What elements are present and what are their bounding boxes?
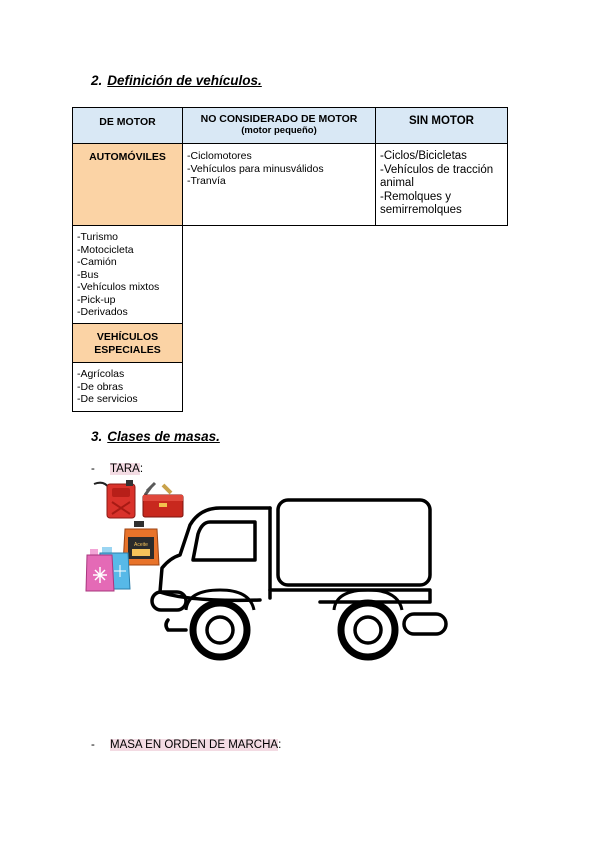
no-considerado-list xyxy=(182,143,376,226)
list-item: -Vehículos de tracción animal xyxy=(380,163,494,189)
bullet-dash: - xyxy=(91,739,95,751)
list-item: -Tranvía xyxy=(187,175,226,187)
list-item: -Agrícolas xyxy=(77,368,125,380)
masa-bullet xyxy=(91,739,281,751)
automoviles-items xyxy=(72,225,183,324)
coolant-icon xyxy=(86,545,132,591)
list-item: -Ciclos/Bicicletas xyxy=(380,150,467,162)
list-item: -Pick-up xyxy=(77,293,116,306)
header-no-considerado-label: NO CONSIDERADO DE MOTOR xyxy=(200,113,358,125)
list-item: -Ciclomotores xyxy=(187,150,252,162)
list-item: -Remolques y semirremolques xyxy=(380,190,462,216)
list-item: -Vehículos mixtos xyxy=(77,281,160,293)
header-no-considerado-sub: (motor pequeño) xyxy=(241,125,317,136)
header-de-motor-label: DE MOTOR xyxy=(99,116,156,128)
masa-label: MASA EN ORDEN DE MARCHA xyxy=(110,739,279,751)
section-title: Definición de vehículos. xyxy=(107,73,262,88)
bullet-colon: : xyxy=(278,739,282,751)
especiales-cell xyxy=(72,323,183,363)
list-item: -Motocicleta xyxy=(77,243,134,256)
especiales-label-1: VEHÍCULOS xyxy=(96,331,159,343)
oil-label: Aceite xyxy=(134,542,148,548)
header-de-motor xyxy=(72,107,183,144)
list-item: -De servicios xyxy=(77,393,138,405)
header-no-considerado xyxy=(182,107,376,144)
especiales-label-2: ESPECIALES xyxy=(94,343,161,356)
especiales-items xyxy=(72,362,183,412)
automoviles-cell xyxy=(72,143,183,226)
header-sin-motor xyxy=(375,107,508,144)
section-2-heading xyxy=(91,73,262,88)
list-item: -Bus xyxy=(77,268,99,281)
sin-motor-list xyxy=(375,143,508,226)
rear-wheel xyxy=(341,603,395,657)
section-number: 2. xyxy=(91,73,103,88)
truck-illustration xyxy=(150,490,460,670)
list-item: -Derivados xyxy=(77,306,128,318)
header-sin-motor-label: SIN MOTOR xyxy=(409,115,474,127)
list-item: -Turismo xyxy=(77,231,119,243)
fuel-can-icon xyxy=(92,478,142,520)
tara-bullet xyxy=(91,463,143,475)
section-title: Clases de masas. xyxy=(107,429,220,444)
bullet-colon: : xyxy=(139,463,144,475)
list-item: -De obras xyxy=(77,380,124,393)
tara-label: TARA xyxy=(110,463,140,475)
section-3-heading xyxy=(91,429,220,444)
automoviles-label: AUTOMÓVILES xyxy=(89,151,166,163)
list-item: -Camión xyxy=(77,256,117,268)
section-number: 3. xyxy=(91,429,103,444)
front-wheel xyxy=(193,603,247,657)
list-item: -Vehículos para minusválidos xyxy=(187,162,324,175)
bullet-dash: - xyxy=(91,463,95,475)
